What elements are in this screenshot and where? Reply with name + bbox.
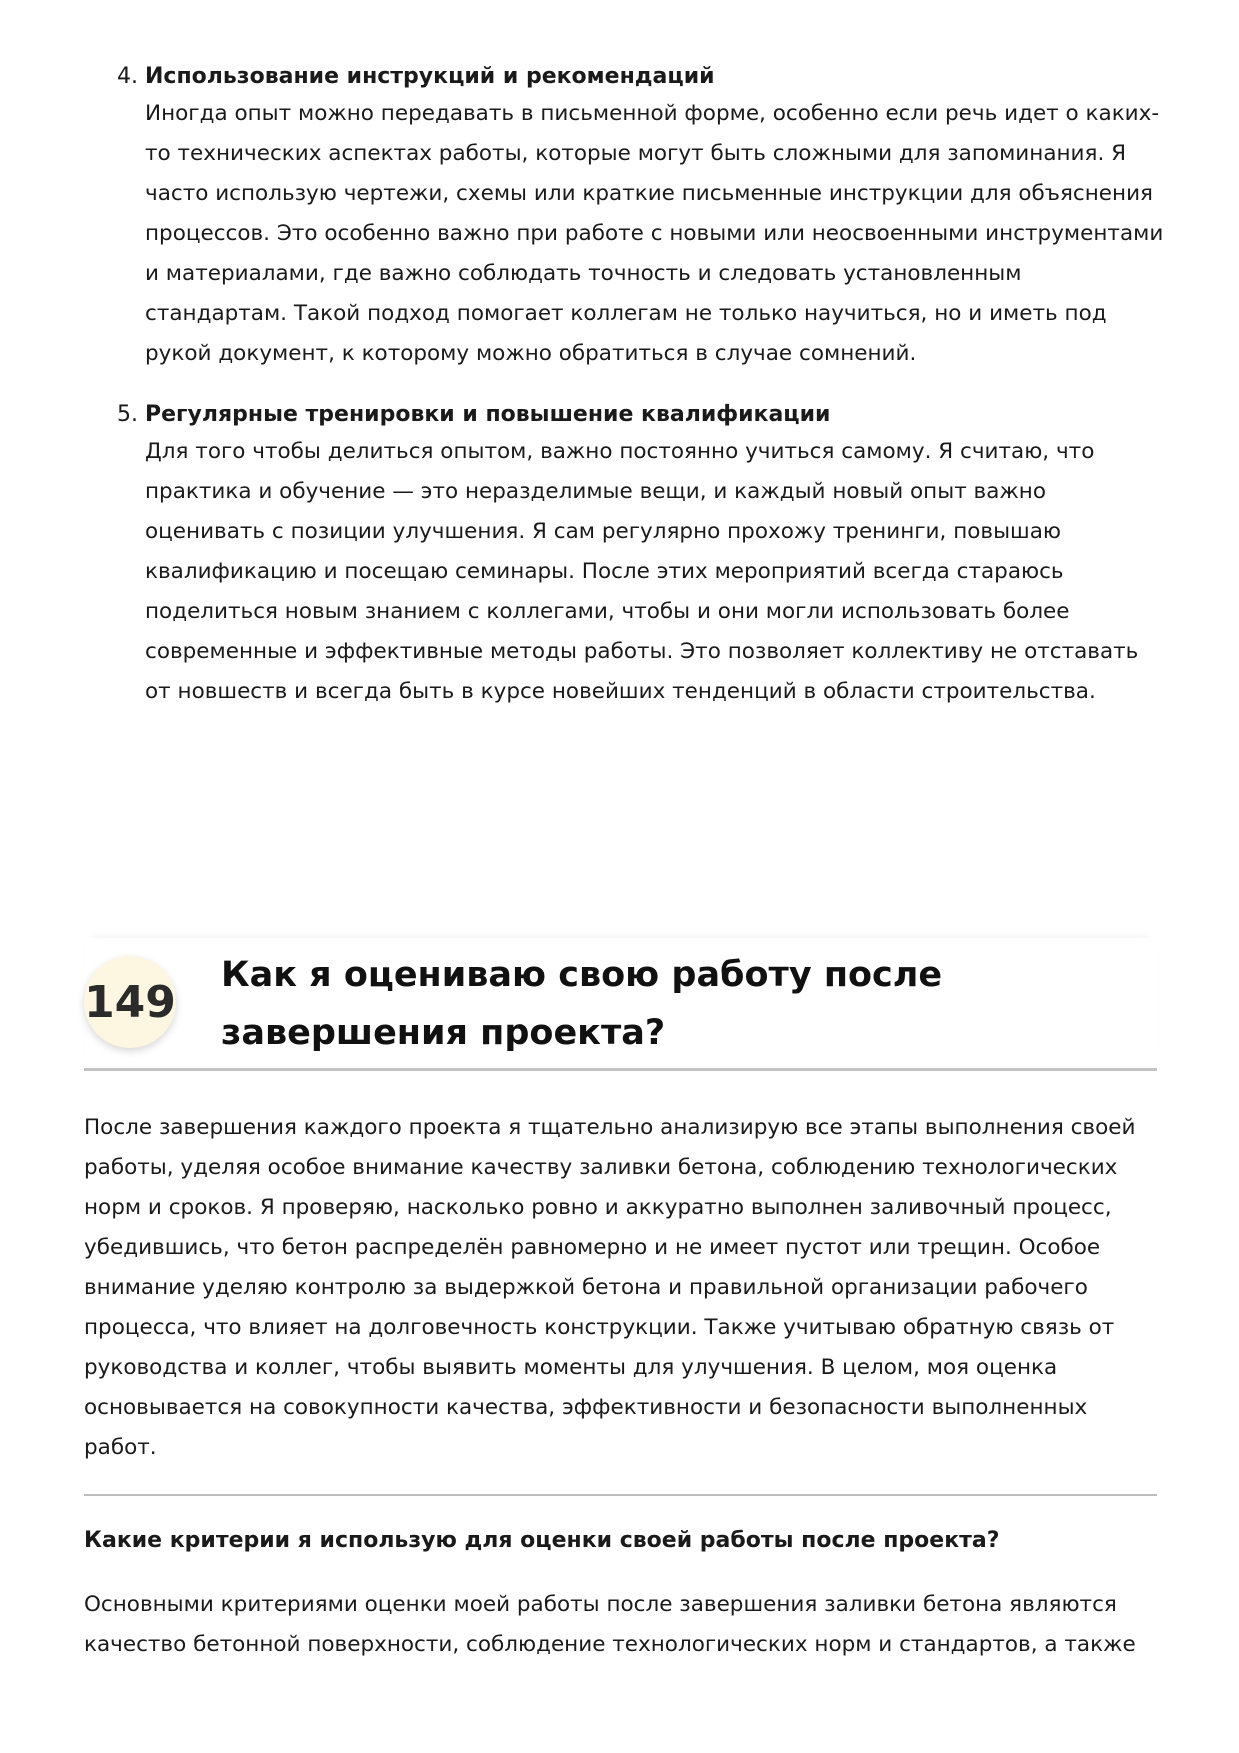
question-answer: После завершения каждого проекта я тщательно анализирую все этапы выполнения своей работы, уделяя особое внимание качеству заливки бетона, соблюдению технологических норм и сроков. Я проверяю, насколько ровно и аккуратно выполнен заливочный процесс, убедившись, что бетон распределён равномерно и не имеет пустот или трещин. Особое внимание уделяю контролю за выдержкой бетона и правильной организации рабочего процесса, что влияет на долговечность конструкции. Также учитываю обратную связь от руководства и коллег, чтобы выявить моменты для улучшения. В целом, моя оценка основывается на совокупности качества, эффективности и безопасности выполненных работ. [84,1115,1136,1460]
numbered-list [117,62,1162,738]
list-item-title: Регулярные тренировки и повышение квалификации [145,402,831,427]
list-item-text: Иногда опыт можно передавать в письменной форме, особенно если речь идет о каких-то технических аспектах работы, которые могут быть сложными для запоминания. Я часто использую чертежи, схемы или краткие письменные инструкции для объяснения процессов. Это особенно важно при работе с новыми или неосвоенными инструментами и материалами, где важно соблюдать точность и следовать установленным стандартам. Такой подход помогает коллегам не только научиться, но и иметь под рукой документ, к которому можно обратиться в случае сомнений. [145,101,1164,366]
list-item-number: 4. [117,64,138,89]
question-title: Как я оцениваю свою работу после завершения проекта? [221,955,943,1053]
followup-question: Какие критерии я использую для оценки своей работы после проекта? [84,1528,1000,1553]
list-item-title: Использование инструкций и рекомендаций [145,64,715,89]
section-divider [84,1494,1157,1496]
question-header [84,938,1157,1071]
list-item-text: Для того чтобы делиться опытом, важно постоянно учиться самому. Я считаю, что практика и обучение — это неразделимые вещи, и каждый новый опыт важно оценивать с позиции улучшения. Я сам регулярно прохожу тренинги, повышаю квалификацию и посещаю семинары. После этих мероприятий всегда стараюсь поделиться новым знанием с коллегами, чтобы и они могли использовать более современные и эффективные методы работы. Это позволяет коллективу не отставать от новшеств и всегда быть в курсе новейших тенденций в области строительства. [145,439,1139,704]
list-item [117,62,1162,374]
list-item-number: 5. [117,402,138,427]
followup-answer: Основными критериями оценки моей работы после завершения заливки бетона являются качество бетонной поверхности, соблюдение технологических норм и стандартов, а также [84,1592,1136,1657]
question-number-badge: 149 [84,956,176,1048]
list-item [117,400,1162,712]
